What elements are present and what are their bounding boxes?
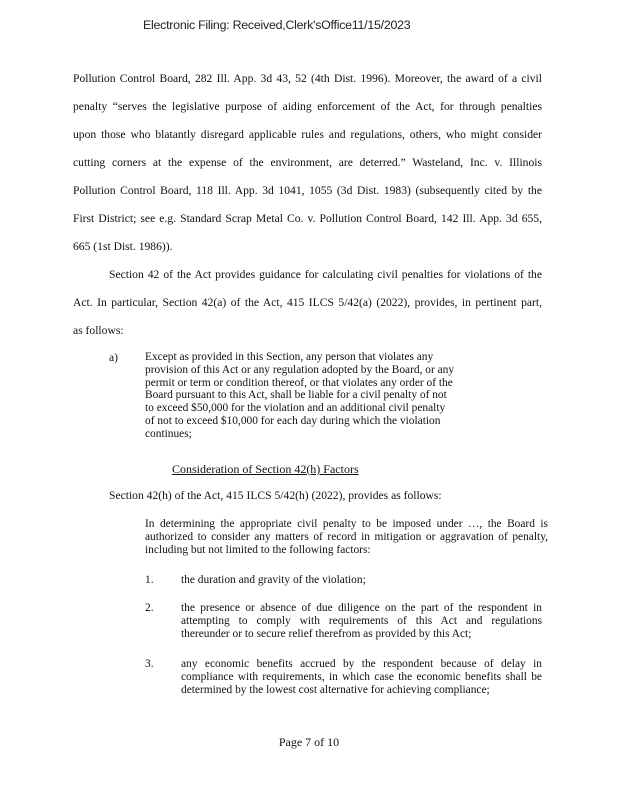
factor-line: compliance with requirements, in which case the economic benefits shall be [181,670,542,683]
factor-line: thereunder or to secure relief therefrom as provided by this Act; [181,627,472,640]
quote-line: permit or term or condition thereof, or that violates any order of the [145,376,453,389]
block-quote-42h [145,518,548,556]
quote-line: continues; [145,427,192,440]
quote-line: Board pursuant to this Act, shall be liable for a civil penalty of not [145,389,447,402]
factor-text [181,658,542,696]
subsection-label: a) [109,351,119,364]
factor-line: any economic benefits accrued by the respondent because of delay in [181,658,542,670]
factor-line: the duration and gravity of the violation; [181,574,366,586]
body-line: Pollution Control Board, 118 Ill. App. 3d 1041, 1055 (3d Dist. 1983) (subsequently cited by the [73,184,542,197]
section-heading: Consideration of Section 42(h) Factors [172,462,359,476]
filing-stamp: Electronic Filing: Received,Clerk'sOffice11/15/2023 [143,18,411,32]
factor-text [181,602,542,640]
body-line: upon those who blatantly disregard applicable rules and regulations, others, who might consider [73,128,542,141]
body-line: Pollution Control Board, 282 Ill. App. 3d 43, 52 (4th Dist. 1996). Moreover, the award of a civil [73,72,542,85]
body-line: Act. In particular, Section 42(a) of the Act, 415 ILCS 5/42(a) (2022), provides, in pertinent part, [73,296,542,309]
factor-line: determined by the lowest cost alternative for achieving compliance; [181,683,490,696]
factor-number: 2. [145,602,154,614]
quote-line: of not to exceed $10,000 for each day during which the violation [145,414,441,427]
body-line: penalty “serves the legislative purpose of aiding enforcement of the Act, for through penalties [73,100,542,113]
body-line: Section 42 of the Act provides guidance for calculating civil penalties for violations of the [109,268,542,281]
body-line: 665 (1st Dist. 1986)). [73,240,173,253]
body-line: Section 42(h) of the Act, 415 ILCS 5/42(h) (2022), provides as follows: [109,489,442,502]
body-line: as follows: [73,324,124,337]
quote-line: authorized to consider any matters of record in mitigation or aggravation of penalty, [145,530,548,543]
body-line: cutting corners at the expense of the environment, are deterred.” Wasteland, Inc. v. Illinois [73,156,542,169]
factor-number: 3. [145,658,154,670]
page-number: Page 7 of 10 [278,735,340,749]
body-line: First District; see e.g. Standard Scrap Metal Co. v. Pollution Control Board, 142 Ill. App. 3d 655, [73,212,542,225]
factor-line: attempting to comply with requirements of this Act and regulations [181,614,542,627]
quote-line: including but not limited to the following factors: [145,543,371,556]
quote-line: provision of this Act or any regulation adopted by the Board, or any [145,363,455,376]
factor-text [181,574,366,587]
factor-number: 1. [145,574,154,586]
quote-line: to exceed $50,000 for the violation and an additional civil penalty [145,402,446,415]
block-quote-42a [145,351,454,441]
factor-line: the presence or absence of due diligence on the part of the respondent in [181,602,542,614]
quote-line: In determining the appropriate civil penalty to be imposed under …, the Board is [145,518,548,530]
quote-line: Except as provided in this Section, any person that violates any [145,351,434,363]
